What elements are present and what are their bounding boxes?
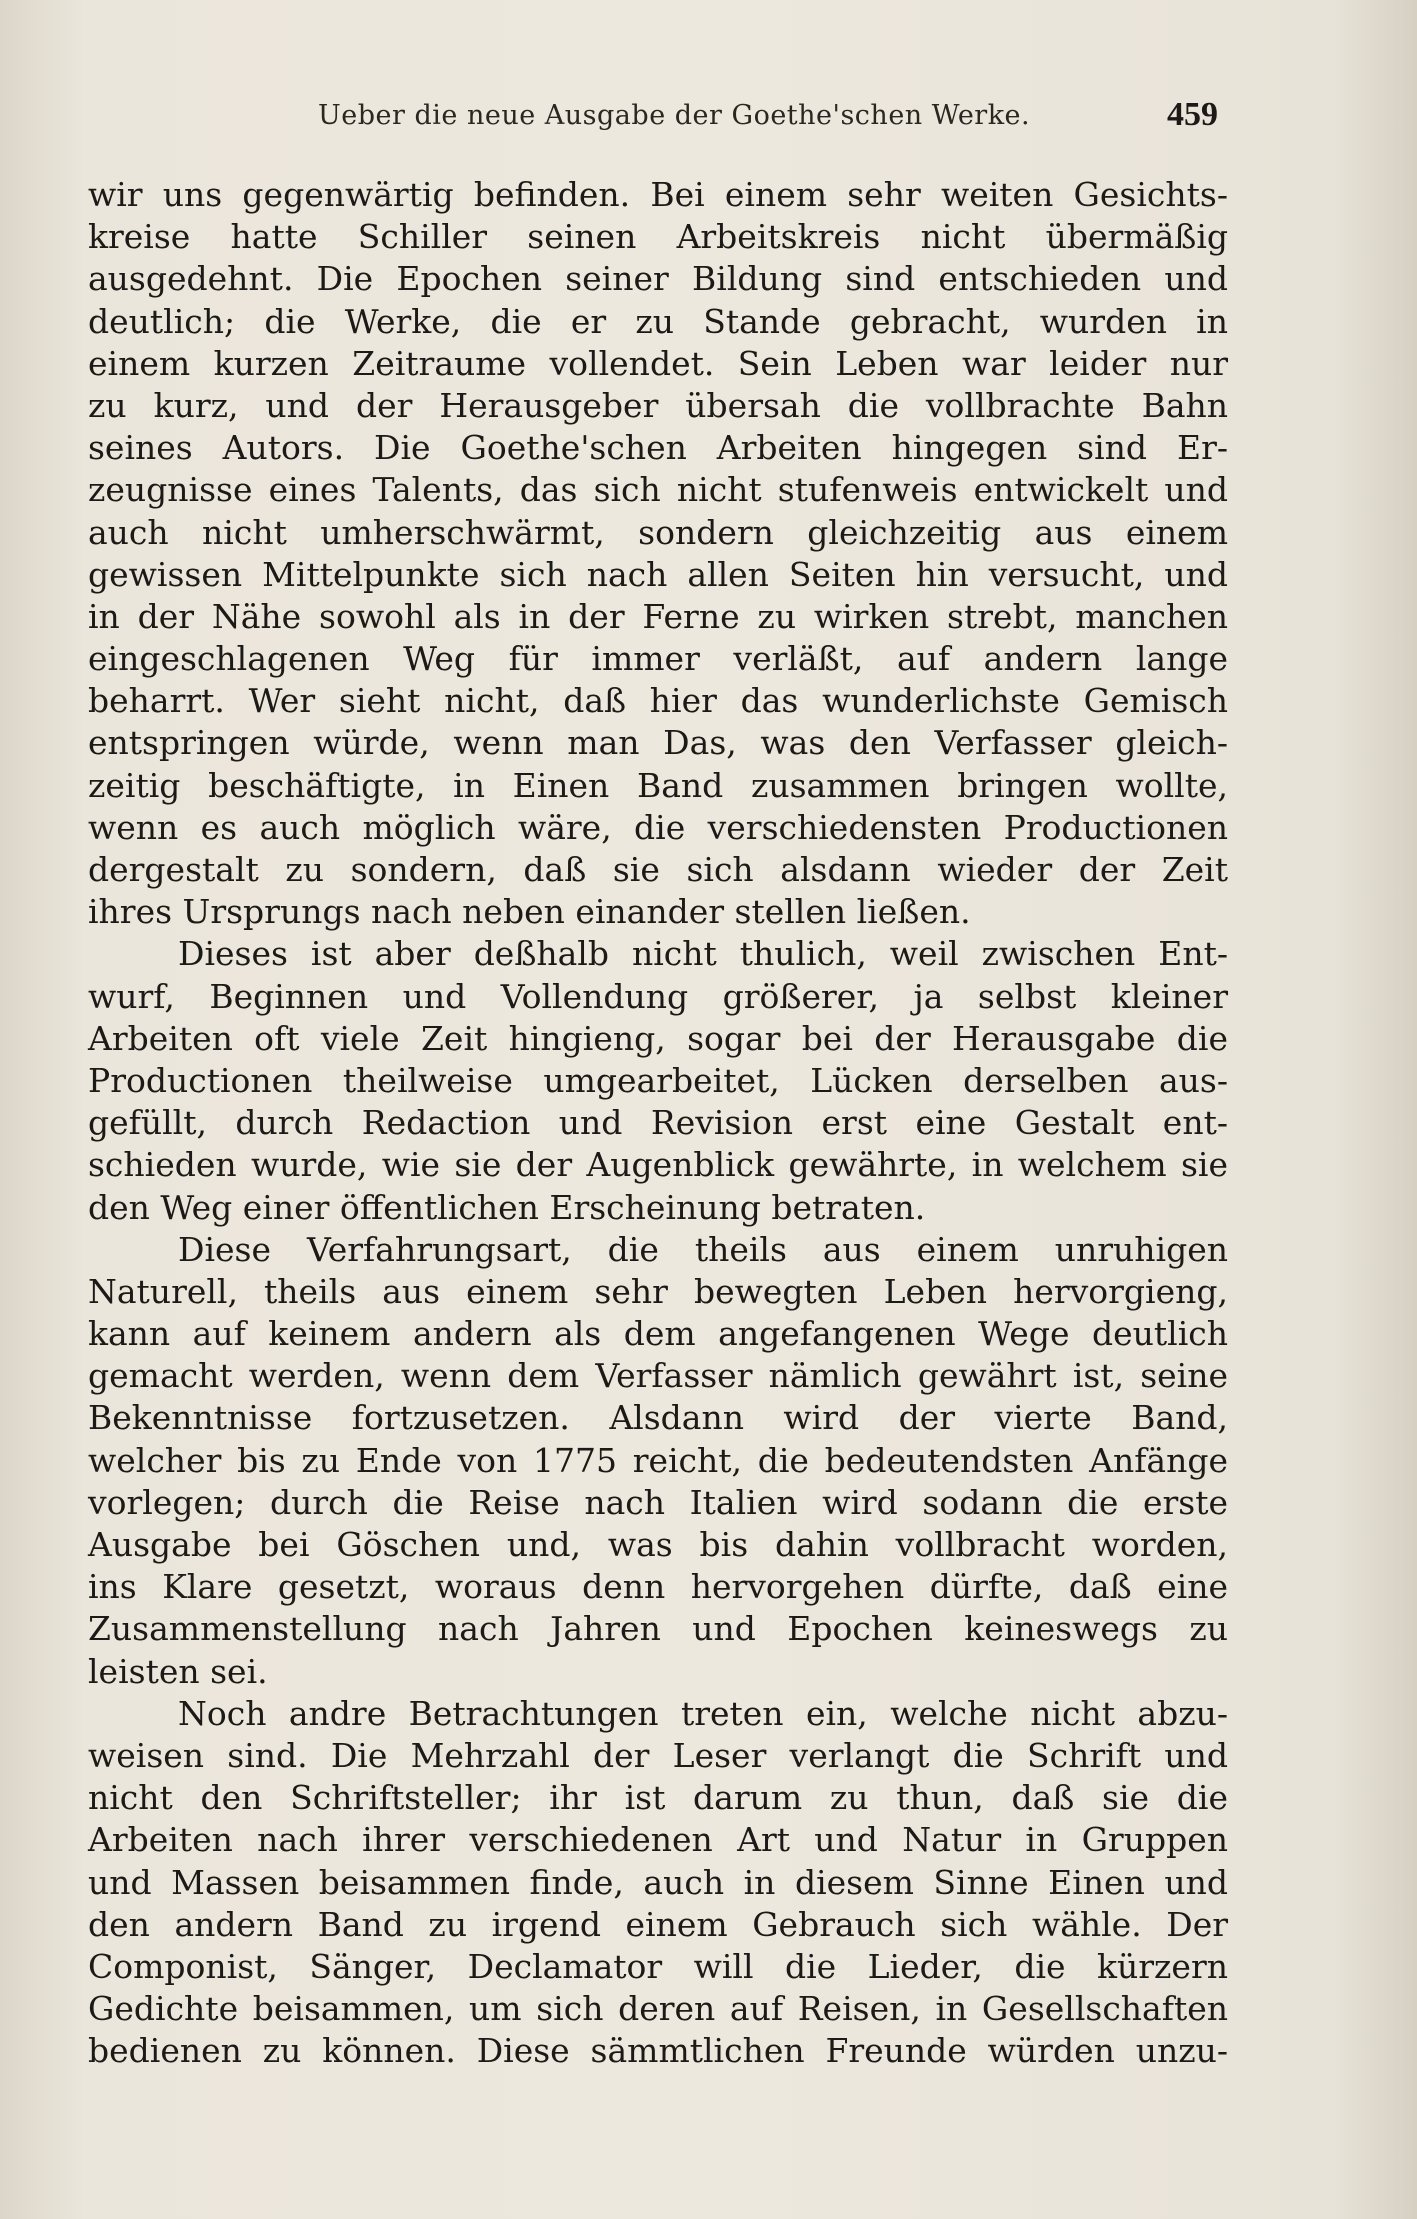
text-line: Gedichte beisammen, um sich deren auf Reisen, in Gesellschaften [88,1989,1228,2029]
text-line: deutlich; die Werke, die er zu Stande gebracht, wurden in [88,301,1228,341]
text-line: ausgedehnt. Die Epochen seiner Bildung sind entschieden und [88,259,1228,299]
text-line: wenn es auch möglich wäre, die verschiedensten Productionen [88,807,1228,847]
text-line: dergestalt zu sondern, daß sie sich alsdann wieder der Zeit [88,850,1228,889]
text-line: den Weg einer öffentlichen Erscheinung betraten. [88,1187,926,1227]
text-line: beharrt. Wer sieht nicht, daß hier das wunderlichste Gemisch [88,681,1228,721]
text-line: vorlegen; durch die Reise nach Italien wird sodann die erste [88,1482,1228,1522]
text-line: ihres Ursprungs nach neben einander stellen ließen. [88,892,971,932]
text-line: zeitig beschäftigte, in Einen Band zusammen bringen wollte, [88,765,1228,805]
text-line: zu kurz, und der Herausgeber übersah die vollbrachte Bahn [88,385,1228,425]
text-line: kann auf keinem andern als dem angefangenen Wege deutlich [88,1314,1228,1354]
text-line: einem kurzen Zeitraume vollendet. Sein Leben war leider nur [88,343,1228,383]
paragraph-first-line: Noch andre Betrachtungen treten ein, welche nicht abzu- [178,1693,1228,1733]
text-line: Componist, Sänger, Declamator will die Lieder, die kürzern [88,1946,1228,1986]
text-line: Arbeiten oft viele Zeit hingieng, sogar bei der Herausgabe die [88,1018,1228,1058]
text-line: gefüllt, durch Redaction und Revision erst eine Gestalt ent- [88,1103,1228,1143]
text-line: schieden wurde, wie sie der Augenblick gewährte, in welchem sie [88,1145,1228,1185]
text-line: eingeschlagenen Weg für immer verläßt, auf andern lange [88,639,1228,679]
text-line: gewissen Mittelpunkte sich nach allen Seiten hin versucht, und [88,554,1228,594]
text-line: Naturell, theils aus einem sehr bewegten Leben hervorgieng, [88,1271,1228,1311]
text-line: auch nicht umherschwärmt, sondern gleichzeitig aus einem [88,512,1228,552]
text-line: seines Autors. Die Goethe'schen Arbeiten hingegen sind Er- [88,428,1228,468]
text-line: welcher bis zu Ende von 1775 reicht, die bedeutendsten Anfänge [88,1440,1228,1480]
text-line: leisten sei. [88,1651,268,1691]
text-line: bedienen zu können. Diese sämmtlichen Freunde würden unzu- [88,2031,1228,2071]
paragraph-first-line: Dieses ist aber deßhalb nicht thulich, weil zwischen Ent- [178,934,1228,974]
text-line: in der Nähe sowohl als in der Ferne zu wirken strebt, manchen [88,596,1228,636]
page-number: 459 [1167,96,1218,133]
text-line: zeugnisse eines Talents, das sich nicht stufenweis entwickelt und [88,470,1228,510]
text-line: wir uns gegenwärtig befinden. Bei einem sehr weiten Gesichts- [88,175,1228,214]
text-line: Bekenntnisse fortzusetzen. Alsdann wird der vierte Band, [88,1398,1228,1438]
text-line: Ausgabe bei Göschen und, was bis dahin vollbracht worden, [88,1525,1228,1564]
text-line: weisen sind. Die Mehrzahl der Leser verlangt die Schrift und [88,1735,1228,1775]
text-line: den andern Band zu irgend einem Gebrauch sich wähle. Der [88,1904,1228,1944]
text-line: gemacht werden, wenn dem Verfasser nämlich gewährt ist, seine [88,1356,1228,1396]
running-title: Ueber die neue Ausgabe der Goethe'schen Werke. [318,100,1031,131]
running-head [88,96,1218,150]
text-line: kreise hatte Schiller seinen Arbeitskreis nicht übermäßig [88,217,1228,257]
text-line: Productionen theilweise umgearbeitet, Lücken derselben aus- [88,1060,1228,1100]
text-line: entspringen würde, wenn man Das, was den Verfasser gleich- [88,723,1228,763]
text-line: Zusammenstellung nach Jahren und Epochen keineswegs zu [88,1609,1228,1649]
text-line: ins Klare gesetzt, woraus denn hervorgehen dürfte, daß eine [88,1567,1228,1607]
text-line: und Massen beisammen finde, auch in diesem Sinne Einen und [88,1862,1228,1902]
body-text [88,174,1228,2072]
text-line: nicht den Schriftsteller; ihr ist darum zu thun, daß sie die [88,1778,1228,1818]
text-line: wurf, Beginnen und Vollendung größerer, ja selbst kleiner [88,976,1228,1016]
paragraph-first-line: Diese Verfahrungsart, die theils aus einem unruhigen [178,1229,1228,1269]
text-line: Arbeiten nach ihrer verschiedenen Art und Natur in Gruppen [88,1820,1228,1860]
